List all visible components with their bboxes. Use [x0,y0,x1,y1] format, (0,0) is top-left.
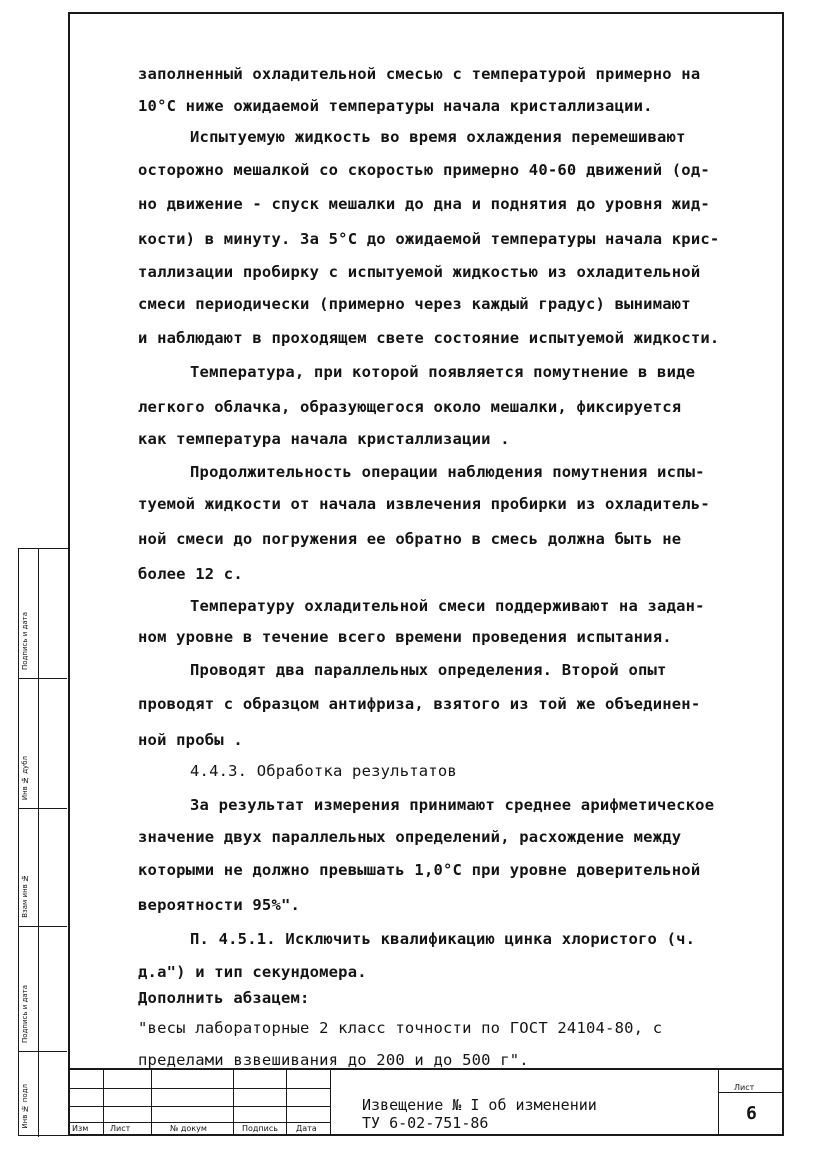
text-line: Проводят два параллельных определения. Второй опыт [190,661,667,679]
margin-cell [19,809,67,927]
margin-label: Взам инв № [21,874,29,918]
text-line: смеси периодически (примерно через каждый градус) вынимают [138,295,691,313]
text-line: более 12 с. [138,565,243,583]
text-line: кости) в минуту. За 5°С до ожидаемой температуры начала крис- [138,230,720,248]
text-line: ной смеси до погружения ее обратно в смесь должна быть не [138,530,682,548]
margin-label: Подпись и дата [21,612,29,670]
text-line: 10°С ниже ожидаемой температуры начала кристаллизации. [138,97,653,115]
text-line: туемой жидкости от начала извлечения пробирки из охладитель- [138,495,710,513]
text-line: "весы лабораторные 2 класс точности по ГОСТ 24104-80, с [138,1019,663,1037]
margin-cell [19,549,67,679]
spec-code: ТУ 6-02-751-86 [362,1114,489,1132]
text-line: д.а") и тип секундомера. [138,963,367,981]
text-line: проводят с образцом антифриза, взятого из той же объединен- [138,695,701,713]
text-line: ной пробы . [138,731,243,749]
notice-title: Извещение № I об изменении [362,1096,597,1114]
text-line: Испытуемую жидкость во время охлаждения перемешивают [190,128,686,146]
sheet-label: Лист [734,1083,755,1092]
col-label-signature: Подпись [242,1124,278,1133]
text-line: таллизации пробирку с испытуемой жидкостью из охладительной [138,263,701,281]
text-line: Дополнить абзацем: [138,989,310,1007]
text-line: легкого облачка, образующегося около мешалки, фиксируется [138,398,682,416]
margin-label: Инв № подл [21,1084,29,1129]
text-line: значение двух параллельных определений, расхождение между [138,828,682,846]
text-line: и наблюдают в проходящем свете состояние испытуемой жидкости. [138,329,720,347]
text-line: осторожно мешалкой со скоростью примерно 40-60 движений (од- [138,161,710,179]
margin-label: Подпись и дата [21,985,29,1043]
col-label-sheet: Лист [110,1124,131,1133]
text-line: Продолжительность операции наблюдения помутнения испы- [190,463,705,481]
text-line: Температура, при которой появляется помутнение в виде [190,363,696,381]
sheet-number: 6 [746,1103,757,1124]
text-line: но движение - спуск мешалки до дна и поднятия до уровня жид- [138,195,710,213]
margin-stamp-block [18,548,68,1136]
margin-cell [19,1052,67,1137]
text-line: заполненный охладительной смесью с температурой примерно на [138,65,701,83]
col-label-change: Изм [72,1124,89,1133]
margin-label: Инв № дубл [21,755,29,800]
margin-cell [19,927,67,1052]
col-label-date: Дата [296,1124,317,1133]
text-line: вероятности 95%". [138,896,301,914]
section-heading: 4.4.3. Обработка результатов [190,762,457,780]
text-line: За результат измерения принимают среднее арифметическое [190,796,715,814]
text-line: П. 4.5.1. Исключить квалификацию цинка хлористого (ч. [190,930,696,948]
text-line: Температуру охладительной смеси поддерживают на задан- [190,597,705,615]
col-label-doc-no: № докум [170,1124,207,1133]
text-line: пределами взвешивания до 200 и до 500 г". [138,1051,529,1069]
text-line: ном уровне в течение всего времени проведения испытания. [138,628,672,646]
text-line: которыми не должно превышать 1,0°С при уровне доверительной [138,861,701,879]
text-line: как температура начала кристаллизации . [138,430,510,448]
margin-cell [19,679,67,809]
